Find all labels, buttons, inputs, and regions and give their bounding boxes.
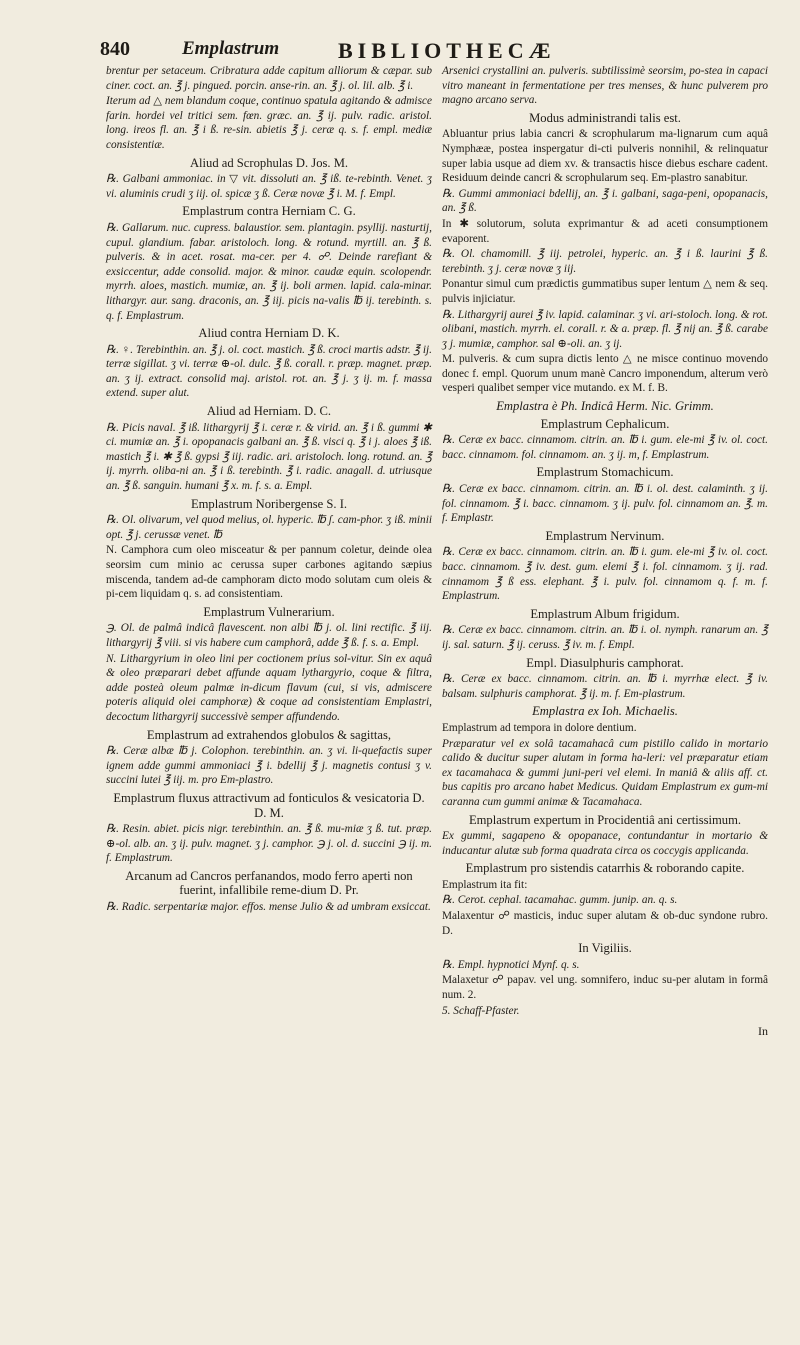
page-header bbox=[100, 38, 760, 64]
recipe-text: ℞. Picis naval. ℥ iß. lithargyrij ℥ i. ceræ r. & virid. an. ℥ i ß. gummi ✱ ci. mumiæ an. ℥ i. opopanacis galbani an. ℥ ß. visci q. ℥ i j. aloes ℥ iß. mastich ℥ i. ✱ ℥ ß. gypsi ℥ iij. radic. ari. aristoloch. long. rotund. an. ℥ ij. myrrh. oliba-ni an. ℥ i ß. terebinth. ℥ i. radic. anagall. d. utriusque an. ℥ ß. sanguin. humani ℥ x. m. f. s. a. Empl. bbox=[106, 421, 432, 493]
recipe-text: ℞. Radic. serpentariæ major. effos. mense Julio & ad umbram exsiccat. bbox=[106, 901, 431, 914]
paragraph: Malaxentur ☍ masticis, induc super alutam & ob-duc syndone rubro. D. bbox=[442, 910, 768, 937]
section-heading: Aliud contra Herniam D. K. bbox=[198, 326, 340, 341]
section-heading: Emplastra ex Ioh. Michaelis. bbox=[532, 704, 678, 719]
recipe-text: Ex gummi, sagapeno & opopanace, contundantur in mortario & inducantur alutæ sub forma quadrata circa os coccygis applicanda. bbox=[442, 830, 768, 857]
recipe-text: ℞. Ol. olivarum, vel quod melius, ol. hyperic. ℔ ʃ. cam-phor. ʒ iß. minii opt. ℥ j. cerussæ venet. ℔ bbox=[106, 514, 432, 541]
recipe-text: brentur per setaceum. Cribratura adde capitum alliorum & cæpar. sub ciner. coct. an. ℥ j. pingued. porcin. anse-rin. an. ℥ j. ol. lil. alb. ℥ i. bbox=[106, 65, 432, 92]
section-heading: In Vigiliis. bbox=[578, 941, 632, 956]
recipe-text: ℞. ♀. Terebinthin. an. ℥ j. ol. coct. mastich. ℥ ß. croci martis adstr. ℥ ij. terræ sigillat. ʒ vi. terræ ⊕-ol. dulc. ℥ ß. corall. r. præp. magnet. præp. an. ʒ ij. extract. consolid maj. aristol. rot. an. ℥ j. ʒ ij. m. f. massa extend. super alut. bbox=[106, 343, 432, 400]
paragraph: Malaxetur ☍ papav. vel ung. somnifero, induc su-per alutam in formâ num. 2. bbox=[442, 974, 768, 1002]
paragraph: Ponantur simul cum prædictis gummatibus super lentum △ nem & seq. pulvis injiciatur. bbox=[442, 278, 768, 305]
recipe-text: ℞. Resin. abiet. picis nigr. terebinthin. an. ℥ ß. mu-miæ ʒ ß. tut. præp. ⊕-ol. alb. an. ʒ ij. pulv. magnet. ʒ j. camphor. ℈ j. ol. d. succini ℈ ij. m. f. Emplastrum. bbox=[106, 823, 432, 865]
recipe-text: ℞. Gummi ammoniaci bdellij, an. ℥ i. galbani, saga-peni, opopanacis, an. ℥ ß. bbox=[442, 187, 768, 215]
right-column bbox=[442, 64, 768, 1040]
recipe-text: ℞. Galbani ammoniac. in ▽ vit. dissoluti an. ℥ iß. te-rebinth. Venet. ʒ vi. aluminis crudi ʒ iij. ol. spicæ ʒ ß. Ceræ novæ ℥ i. M. f. Empl. bbox=[106, 173, 432, 200]
paragraph: M. pulveris. & cum supra dictis lento △ ne misce continuo movendo donec f. empl. Quorum unum manè Cancro imponendum, alterum verò vesperi qualibet semper vice mutando. ex M. f. B. bbox=[442, 353, 768, 395]
section-heading: Emplastrum Cephalicum. bbox=[540, 416, 670, 431]
recipe-text: ℞. Ceræ ex bacc. cinnamom. citrin. an. ℔ i. ol. nymph. ranarum an. ℥ ij. sal. saturn. ℥ ij. ceruss. ℥ iv. m. f. Empl. bbox=[442, 624, 768, 651]
recipe-text: ℞. Ceræ ex bacc. cinnamom. citrin. an. ℔ i. gum. ele-mi ℥ iv. ol. coct. bacc. cinnamom. fol. cinnamom. an. ʒ ij. m, f. Emplastrum. bbox=[442, 434, 768, 461]
section-heading: Modus administrandi talis est. bbox=[529, 110, 681, 125]
section-heading: Emplastrum pro sistendis catarrhis & roborando capite. bbox=[465, 861, 745, 876]
section-heading: Emplastrum Album frigidum. bbox=[530, 606, 680, 621]
section-heading: Emplastrum Noribergense S. I. bbox=[190, 496, 348, 511]
left-column bbox=[106, 64, 432, 916]
recipe-text: ℞. Cerot. cephal. tacamahac. gumm. junip. an. q. s. bbox=[442, 894, 678, 907]
section-heading: Emplastra è Ph. Indicâ Herm. Nic. Grimm. bbox=[496, 399, 714, 414]
section-heading: Emplastrum expertum in Procidentiâ ani certissimum. bbox=[468, 812, 742, 827]
paragraph: Emplastrum ad tempora in dolore dentium. bbox=[442, 721, 637, 734]
recipe-text: Iterum ad △ nem blandum coque, continuo spatula agitando & admisce farin. hordei vel tritici sem. fœn. græc. an. ℥ ij. pulv. radic. aristol. long. ireos fl. an. ℥ i ß. re-sin. abietis ℥ j. ceræ q. s. f. empl. mediæ consistentiæ. bbox=[106, 95, 432, 151]
paragraph: Abluantur prius labia cancri & scrophularum ma-lignarum cum aquâ Nymphææ, postea inspergatur di-cti pulveris nonnihil, & relinquatur super labia usque ad diem xv. & transactis hisce diebus eschare cadent. Residuum deinde cancri & scrophularum seq. Em-plastro sanabitur. bbox=[442, 128, 768, 185]
paragraph: In ✱ solutorum, soluta exprimantur & ad aceti consumptionem evaporent. bbox=[442, 217, 768, 245]
recipe-text: ℈. Ol. de palmâ indicâ flavescent. non albi ℔ j. ol. lini rectific. ℥ iij. lithargyrij ℥ viii. si vis habere cum camphorâ, adde ℥ ß. f. s. a. Empl. bbox=[106, 622, 432, 649]
book-title: BIBLIOTHECÆ bbox=[338, 38, 556, 63]
recipe-text: Arsenici crystallini an. pulveris. subtilissimè seorsim, po-stea in capaci vitro maneant in fermentatione per tres menses, & hunc pulverem pro magno arcano serva. bbox=[442, 65, 768, 107]
recipe-text: ℞. Gallarum. nuc. cupress. balaustior. sem. plantagin. psyllij. nasturtij, cupul. glandium. fabar. aristoloch. long. & rotund. myrtill. an. ℥ ß. pulveris. & in acet. rosat. ma-cer. per 4. ☍. Deinde rarefiant & exsiccentur, adde consolid. major. & minor. caudæ equin. scolopendr. myrrh. aloes, mastich. mumiæ, an. ℥ ij. boli armen. lapid. cala-minar. lithargyr. aur. sang. draconis, an. ℥ iij. picis na-valis ℔ ij. terebinth. s. q. f. Emplastrum. bbox=[106, 221, 432, 322]
section-heading: Empl. Diasulphuris camphorat. bbox=[526, 655, 684, 670]
recipe-text: Præparatur vel ex solâ tacamahacâ cum pistillo calido in mortario calido & ducitur super alutam in forma ha-leri: vel præparatur etiam ex tacamahaca & gummi juni-peri vel elemi. In maniâ & aliis aff. ct. bus capitis pro arcano habet Medicus. Quidam Emplastrum ex gum-mi caranna cum gummi animæ & Tacamahaca. bbox=[442, 737, 768, 808]
recipe-text: ℞. Lithargyrij aurei ℥ iv. lapid. calaminar. ʒ vi. ari-stoloch. long. & rot. olibani, mastich. myrrh. el. corall. r. & a. præp. fl. ℥ nij an. ℥ ß. carabe ʒ j. mumiæ, camphor. sal ⊕-oli. an. ʒ ij. bbox=[442, 308, 768, 350]
paragraph: Emplastrum ita fit: bbox=[442, 878, 528, 891]
section-heading: Aliud ad Scrophulas D. Jos. M. bbox=[189, 155, 349, 170]
recipe-text: ℞. Ol. chamomill. ℥ iij. petrolei, hyperic. an. ℥ i ß. laurini ℥ ß. terebinth. ʒ j. ceræ novæ ʒ iij. bbox=[442, 248, 768, 275]
section-heading: Emplastrum Nervinum. bbox=[545, 528, 665, 543]
paragraph: N. Camphora cum oleo misceatur & per pannum coletur, deinde olea seorsim cum minio ac cerussa super carbones agitando sæpius miscenda, tandem ad-de camphoram dicto modo solutam cum oleis & pi-cem liquidam q. s. ad consistentiam. bbox=[106, 544, 432, 601]
recipe-text: ℞. Empl. hypnotici Mynf. q. s. bbox=[442, 958, 580, 971]
section-heading: Aliud ad Herniam. D. C. bbox=[206, 404, 332, 419]
section-heading: Emplastrum contra Herniam C. G. bbox=[182, 204, 356, 219]
recipe-text: ℞. Ceræ ex bacc. cinnamom. citrin. an. ℔ i. myrrhæ elect. ℥ iv. balsam. sulphuris camphorat. ℥ ij. m. f. Em-plastrum. bbox=[442, 673, 768, 700]
running-head: Emplastrum bbox=[182, 38, 280, 59]
section-heading: Arcanum ad Cancros perfanandos, modo ferro aperti non fuerint, infallibile reme-dium D. Pr. bbox=[125, 868, 413, 898]
recipe-text: ℞. Ceræ ex bacc. cinnamom. citrin. an. ℔ i. ol. dest. calaminth. ʒ ij. fol. cinnamom. ℥ i. bacc. cinnamom. ʒ ij. pulv. fol. cinnamom an. ℥. m. f. Emplastr. bbox=[442, 483, 768, 525]
section-heading: Emplastrum fluxus attractivum ad fonticulos & vesicatoria D. D. M. bbox=[113, 790, 425, 820]
recipe-text: ℞. Ceræ albæ ℔ j. Colophon. terebinthin. an. ʒ vi. li-quefactis super ignem adde gummi ammoniaci ℥ i. bdellij ℥ j. magnetis contusi ʒ v. succini lutei ℥ iij. m. pro Em-plastro. bbox=[106, 745, 432, 787]
recipe-text: 5. Schaff-Pfaster. bbox=[442, 1004, 520, 1017]
page-number: 840 bbox=[100, 38, 130, 60]
section-heading: Emplastrum Vulnerarium. bbox=[203, 604, 335, 619]
recipe-text: N. Lithargyrium in oleo lini per coctionem prius sol-vitur. Sin ex aquâ & oleo præparari debet affunde aquam lythargyrio, coque & filtra, adde posteà oleum palmæ in-dicum flavum (cui, si vis, admiscere poteris aliquid olei camphoræ) & coque ad consistentiam Emplastri, decoctum lithargyrij successivè semper affundendo. bbox=[106, 652, 432, 723]
section-heading: Emplastrum ad extrahendos globulos & sagittas, bbox=[146, 727, 392, 742]
catchword: In bbox=[758, 1024, 768, 1039]
recipe-text: ℞. Ceræ ex bacc. cinnamom. citrin. an. ℔ i. gum. ele-mi ℥ iv. ol. coct. bacc. cinnamom. ℥ iv. dest. gum. elemi ℥ i. fol. cinnamom. ʒ ij. rad. cinnamom ℥ ß ess. elephant. ℥ i. pulv. fol. cinnamom q. f. m. f. Emplastrum. bbox=[442, 546, 768, 603]
section-heading: Emplastrum Stomachicum. bbox=[536, 465, 674, 480]
